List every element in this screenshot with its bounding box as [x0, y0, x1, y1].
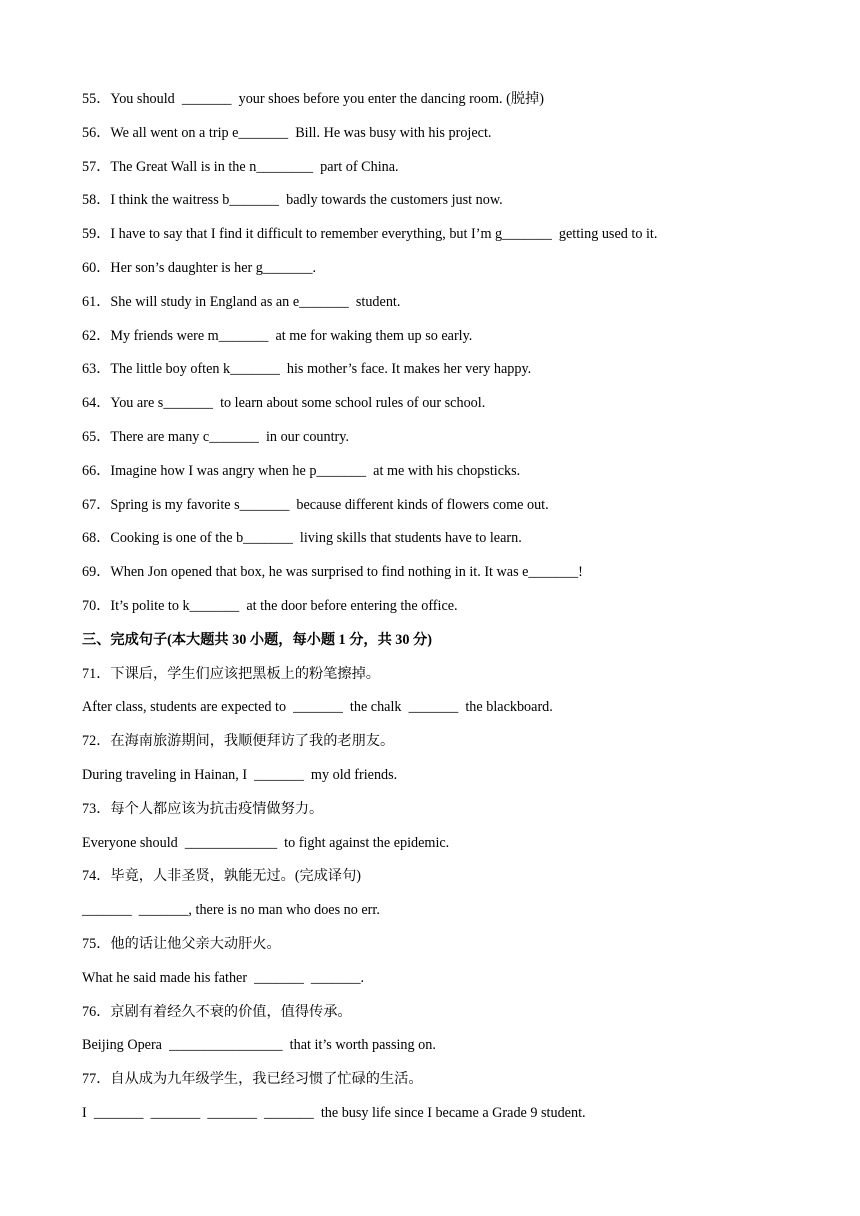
question-62: 62．My friends were m_______ at me for waking them up so early.	[82, 327, 473, 344]
question-64: 64．You are s_______ to learn about some school rules of our school.	[82, 395, 486, 412]
question-66: 66．Imagine how I was angry when he p_______ at me with his chopsticks.	[82, 462, 521, 479]
question-65: 65．There are many c_______ in our country.	[82, 428, 349, 445]
section-heading: 三、完成句子(本大题共 30 小题，每小题 1 分，共 30 分)	[82, 631, 432, 648]
question-76-chinese: 76．京剧有着经久不衰的价值，值得传承。	[82, 1003, 352, 1020]
question-70: 70．It’s polite to k_______ at the door before entering the office.	[82, 597, 458, 614]
question-71-english: After class, students are expected to _______ the chalk _______ the blackboard.	[82, 699, 553, 716]
question-74-chinese: 74．毕竟，人非圣贤，孰能无过。(完成译句)	[82, 868, 362, 885]
question-74-english: _______ _______, there is no man who does no err.	[82, 902, 380, 919]
question-73-chinese: 73．每个人都应该为抗击疫情做努力。	[82, 800, 324, 817]
question-72-english: During traveling in Hainan, I _______ my old friends.	[82, 766, 398, 783]
question-77-chinese: 77．自从成为九年级学生，我已经习惯了忙碌的生活。	[82, 1071, 423, 1088]
question-72-chinese: 72．在海南旅游期间，我顺便拜访了我的老朋友。	[82, 733, 395, 750]
question-58: 58．I think the waitress b_______ badly towards the customers just now.	[82, 192, 503, 209]
question-56: 56．We all went on a trip e_______ Bill. He was busy with his project.	[82, 124, 492, 141]
document-page	[82, 89, 822, 1137]
question-73-english: Everyone should _____________ to fight against the epidemic.	[82, 834, 450, 851]
question-67: 67．Spring is my favorite s_______ because different kinds of flowers come out.	[82, 496, 549, 513]
question-77-english: I _______ _______ _______ _______ the busy life since I became a Grade 9 student.	[82, 1104, 586, 1121]
question-68: 68．Cooking is one of the b_______ living skills that students have to learn.	[82, 530, 522, 547]
question-71-chinese: 71．下课后，学生们应该把黑板上的粉笔擦掉。	[82, 665, 380, 682]
question-76-english: Beijing Opera ________________ that it’s worth passing on.	[82, 1037, 436, 1054]
question-69: 69．When Jon opened that box, he was surprised to find nothing in it. It was e_______!	[82, 564, 583, 581]
question-60: 60．Her son’s daughter is her g_______.	[82, 259, 317, 276]
question-61: 61．She will study in England as an e_______ student.	[82, 293, 401, 310]
question-75-english: What he said made his father _______ _______.	[82, 969, 365, 986]
question-55: 55．You should _______ your shoes before you enter the dancing room. (脱掉)	[82, 91, 544, 107]
question-75-chinese: 75．他的话让他父亲大动肝火。	[82, 935, 281, 952]
question-57: 57．The Great Wall is in the n________ part of China.	[82, 158, 399, 175]
question-63: 63．The little boy often k_______ his mother’s face. It makes her very happy.	[82, 361, 532, 378]
question-59: 59．I have to say that I find it difficult to remember everything, but I’m g_______ getting used to it.	[82, 226, 658, 243]
